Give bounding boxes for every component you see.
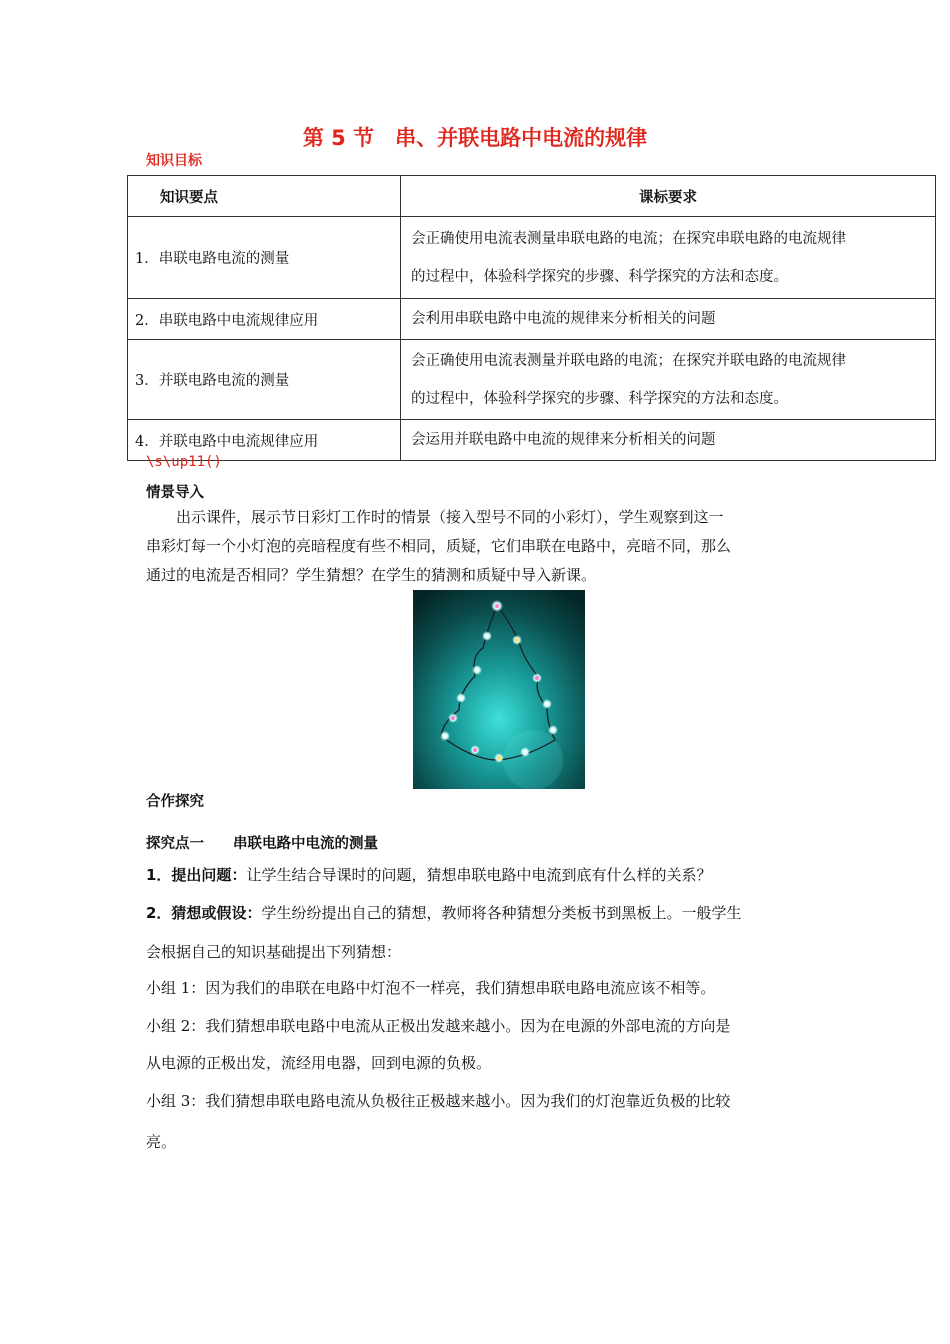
- req-line: 会运用并联电路中电流的规律来分析相关的问题: [411, 432, 716, 448]
- row-point: 3．并联电路电流的测量: [128, 340, 401, 420]
- group2-text-a: 小组 2：我们猜想串联电路中电流从正极出发越来越小。因为在电源的外部电流的方向是: [146, 1017, 731, 1035]
- header-requirement: 课标要求: [401, 176, 936, 217]
- step2-label: 2．猜想或假设：: [146, 904, 262, 922]
- objectives-table: [127, 175, 936, 461]
- table-row: [128, 299, 936, 340]
- table-header-row: [128, 176, 936, 217]
- row-requirement: [401, 217, 936, 299]
- intro-paragraph: [146, 503, 806, 590]
- field-code-text: \s\up11(): [146, 454, 222, 470]
- step2: [146, 902, 741, 923]
- row-point: 1．串联电路电流的测量: [128, 217, 401, 299]
- step2-continued: 会根据自己的知识基础提出下列猜想：: [146, 943, 402, 961]
- step1-label: 1．提出问题：: [146, 866, 247, 884]
- row-requirement: [401, 299, 936, 340]
- header-point: 知识要点: [128, 176, 401, 217]
- table-row: [128, 217, 936, 299]
- req-line: 会利用串联电路中电流的规律来分析相关的问题: [411, 311, 716, 327]
- table-row: [128, 420, 936, 461]
- group3-text-b: 亮。: [146, 1133, 177, 1151]
- table-row: [128, 340, 936, 420]
- point1-heading: 探究点一 串联电路中电流的测量: [146, 836, 378, 852]
- intro-heading: 情景导入: [146, 485, 204, 501]
- req-line: 的过程中，体验科学探究的步骤、科学探究的方法和态度。: [411, 268, 788, 285]
- step1-text: 让学生结合导课时的问题，猜想串联电路中电流到底有什么样的关系？: [246, 866, 712, 884]
- coop-heading: 合作探究: [146, 794, 204, 810]
- group3-text-a: 小组 3：我们猜想串联电路电流从负极往正极越来越小。因为我们的灯泡靠近负极的比较: [146, 1092, 731, 1110]
- step1: [146, 864, 711, 885]
- page-title: 第 5 节 串、并联电路中电流的规律: [302, 126, 648, 150]
- row-point: 4．并联电路中电流规律应用: [128, 420, 401, 461]
- row-point: 2．串联电路中电流规律应用: [128, 299, 401, 340]
- req-line: 会正确使用电流表测量并联电路的电流；在探究并联电路的电流规律: [411, 352, 846, 369]
- row-requirement: [401, 340, 936, 420]
- christmas-lights-tree-image: [413, 590, 585, 789]
- row-requirement: [401, 420, 936, 461]
- step2-text: 学生纷纷提出自己的猜想，教师将各种猜想分类板书到黑板上。一般学生: [261, 904, 742, 922]
- objectives-heading: 知识目标: [146, 153, 202, 169]
- intro-line: 出示课件，展示节日彩灯工作时的情景（接入型号不同的小彩灯），学生观察到这一: [176, 508, 724, 526]
- group2-text-b: 从电源的正极出发，流经用电器，回到电源的负极。: [146, 1054, 492, 1072]
- group1-text: 小组 1：因为我们的串联在电路中灯泡不一样亮，我们猜想串联电路电流应该不相等。: [146, 979, 716, 997]
- req-line: 的过程中，体验科学探究的步骤、科学探究的方法和态度。: [411, 390, 788, 407]
- intro-line: 通过的电流是否相同？学生猜想？在学生的猜测和质疑中导入新课。: [146, 566, 597, 584]
- intro-line: 串彩灯每一个小灯泡的亮暗程度有些不相同，质疑，它们串联在电路中，亮暗不同，那么: [146, 537, 732, 555]
- req-line: 会正确使用电流表测量串联电路的电流；在探究串联电路的电流规律: [411, 230, 846, 247]
